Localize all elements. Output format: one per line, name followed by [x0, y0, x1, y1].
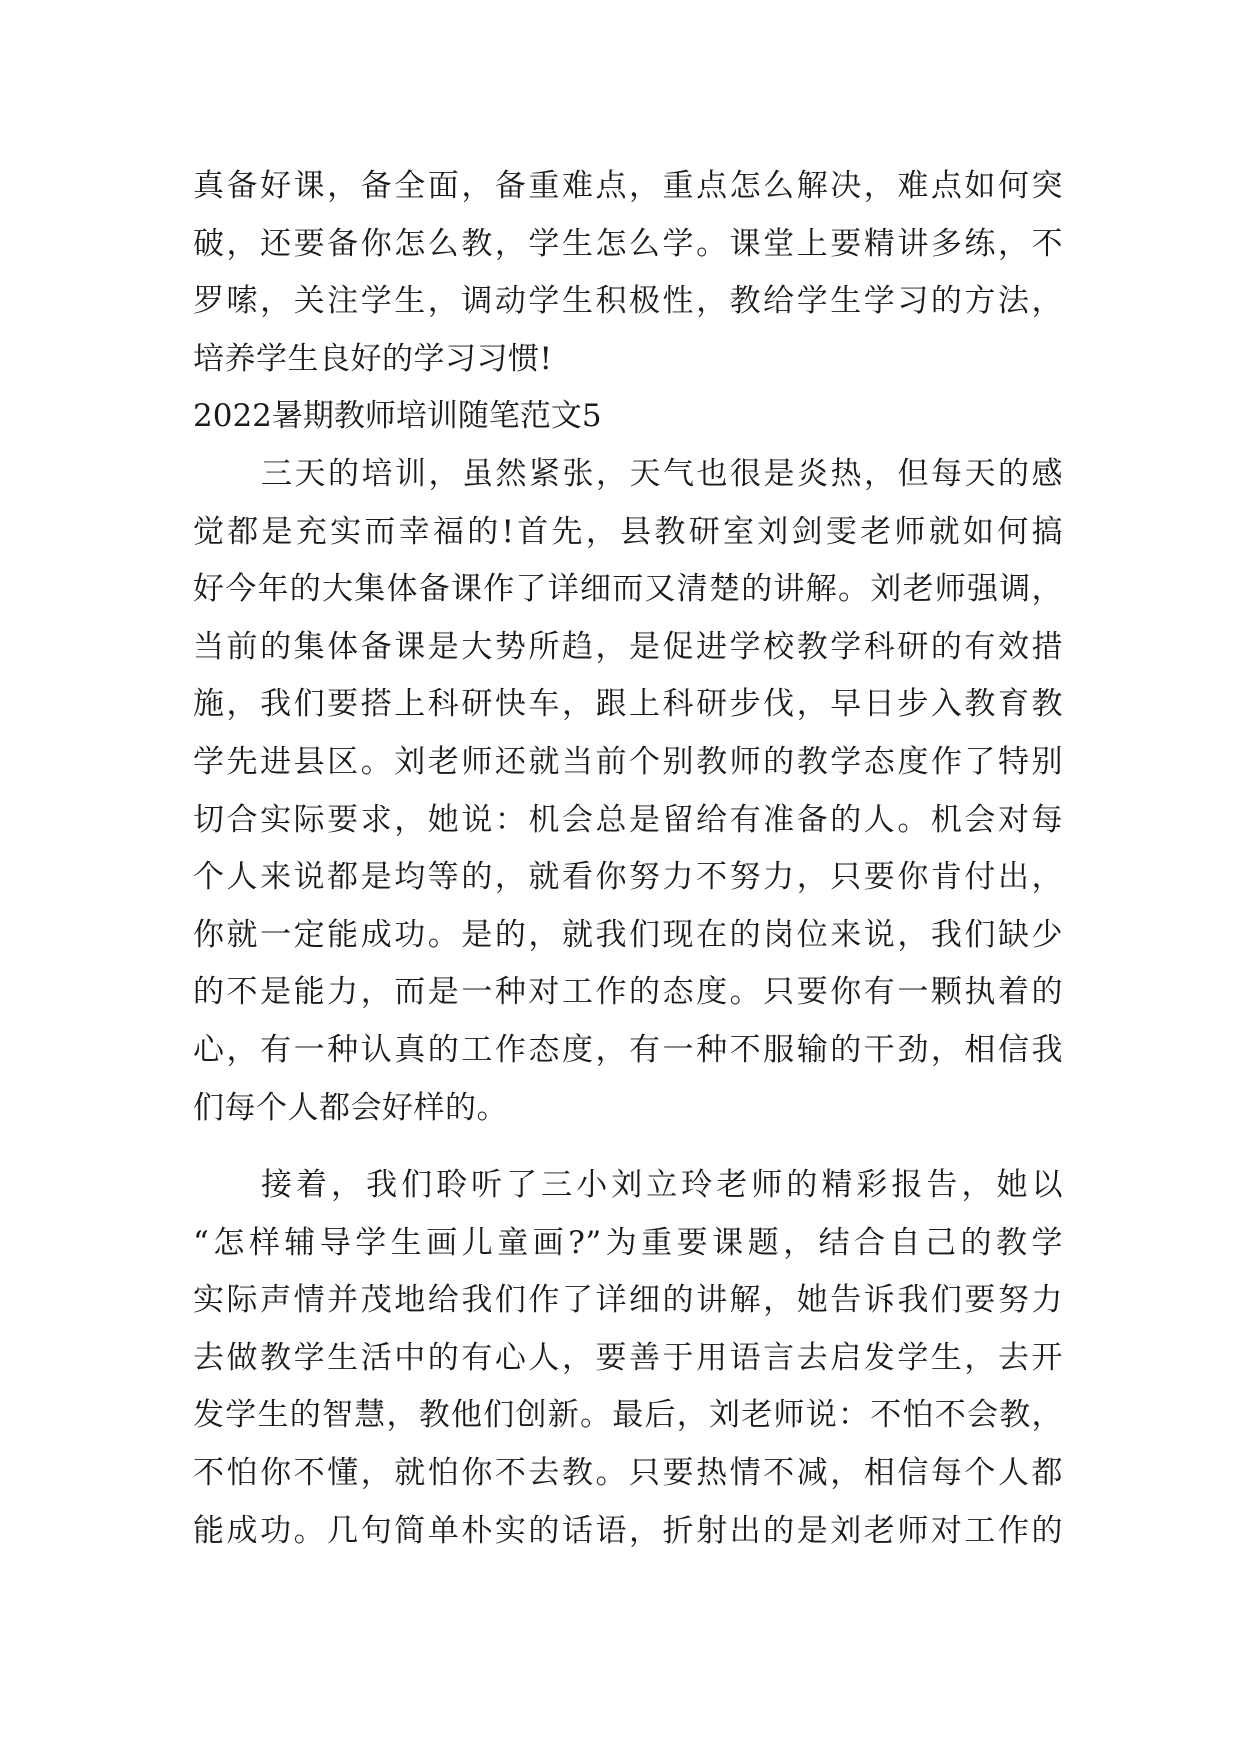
paragraph-line: 三天的培训，虽然紧张，天气也很是炎热，但每天的感 [261, 455, 1063, 492]
paragraph-line: 切合实际要求，她说：机会总是留给有准备的人。机会对每 [193, 801, 1063, 838]
document-body [193, 158, 1063, 1560]
intro-line: 真备好课，备全面，备重难点，重点怎么解决，难点如何突 [193, 168, 1063, 204]
intro-line: 罗嗦，关注学生，调动学生积极性，教给学生学习的方法， [193, 283, 1063, 320]
paragraph-line: 施，我们要搭上科研快车，跟上科研步伐，早日步入教育教 [193, 686, 1063, 723]
paragraph-line: 能成功。几句简单朴实的话语，折射出的是刘老师对工作的 [193, 1512, 1063, 1549]
paragraph-line: 心，有一种认真的工作态度，有一种不服输的干劲，相信我 [193, 1031, 1063, 1068]
paragraph-line: 的不是能力，而是一种对工作的态度。只要你有一颗执着的 [193, 974, 1063, 1011]
paragraph-line: 好今年的大集体备课作了详细而又清楚的讲解。刘老师强调， [193, 571, 1063, 608]
intro-line: 破，还要备你怎么教，学生怎么学。课堂上要精讲多练，不 [193, 225, 1063, 262]
paragraph-gap [193, 1137, 1063, 1157]
intro-line: 培养学生良好的学习习惯! [193, 340, 553, 377]
paragraph-line: 觉都是充实而幸福的!首先，县教研室刘剑雯老师就如何搞 [193, 513, 1063, 550]
paragraph-line: 学先进县区。刘老师还就当前个别教师的教学态度作了特别 [193, 743, 1063, 780]
paragraph-line: “怎样辅导学生画儿童画?”为重要课题，结合自己的教学 [193, 1224, 1063, 1261]
paragraph-line: 发学生的智慧，教他们创新。最后，刘老师说：不怕不会教， [193, 1397, 1063, 1434]
paragraph-line: 个人来说都是均等的，就看你努力不努力，只要你肯付出， [193, 859, 1063, 896]
section-heading: 2022暑期教师培训随笔范文5 [193, 398, 602, 435]
paragraph-line: 你就一定能成功。是的，就我们现在的岗位来说，我们缺少 [193, 916, 1063, 953]
paragraph-line: 实际声情并茂地给我们作了详细的讲解，她告诉我们要努力 [193, 1282, 1063, 1319]
paragraph-line: 们每个人都会好样的。 [193, 1089, 508, 1126]
paragraph-line: 接着，我们聆听了三小刘立玲老师的精彩报告，她以 [261, 1167, 1063, 1204]
paragraph-line: 去做教学生活中的有心人，要善于用语言去启发学生，去开 [193, 1339, 1063, 1376]
paragraph-line: 当前的集体备课是大势所趋，是促进学校教学科研的有效措 [193, 628, 1063, 665]
paragraph-line: 不怕你不懂，就怕你不去教。只要热情不减，相信每个人都 [193, 1455, 1063, 1492]
